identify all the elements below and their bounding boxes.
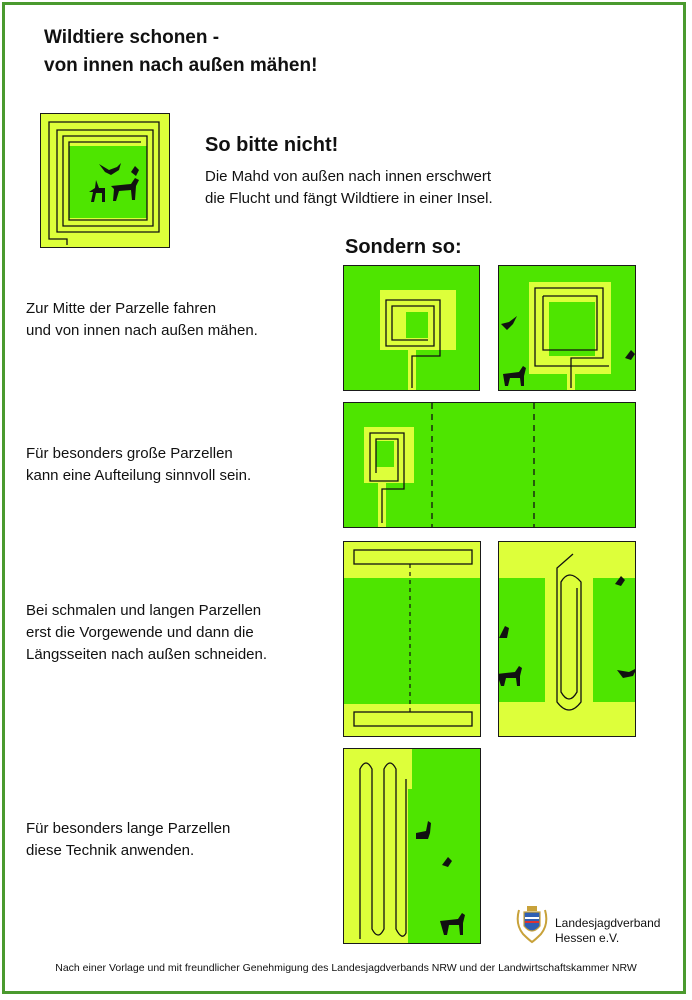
- diagram-step-1-a: [343, 265, 480, 391]
- wrong-heading: So bitte nicht!: [205, 134, 339, 156]
- step-3-text: Bei schmalen und langen Parzellen erst die Vorgewende und dann die Längsseiten nach außen schneiden.: [26, 602, 268, 663]
- step-4-text: Für besonders lange Parzellen diese Technik anwenden.: [26, 820, 231, 859]
- crest-icon: [515, 904, 549, 944]
- step-1-text: Zur Mitte der Parzelle fahren und von innen nach außen mähen.: [26, 300, 258, 339]
- title-line-2: von innen nach außen mähen!: [44, 55, 318, 76]
- step-2-text: Für besonders große Parzellen kann eine Aufteilung sinnvoll sein.: [26, 445, 252, 484]
- title-line-1: Wildtiere schonen -: [44, 27, 220, 48]
- diagram-step-4: [343, 748, 481, 944]
- diagram-step-3-a: [343, 541, 481, 737]
- page-title: [44, 24, 317, 80]
- diagram-wrong-outside-in: [40, 113, 170, 248]
- right-heading: Sondern so:: [345, 236, 462, 258]
- diagram-step-3-b: [498, 541, 636, 737]
- logo-text: Landesjagdverband Hessen e.V.: [555, 916, 661, 945]
- wrong-description: Die Mahd von außen nach innen erschwert die Flucht und fängt Wildtiere in einer Insel.: [205, 168, 493, 207]
- diagram-step-1-b: [498, 265, 636, 391]
- diagram-step-2: [343, 402, 636, 528]
- footer-note: Nach einer Vorlage und mit freundlicher Genehmigung des Landesjagdverbands NRW und der Landwirtschaftskammer NRW: [55, 962, 637, 974]
